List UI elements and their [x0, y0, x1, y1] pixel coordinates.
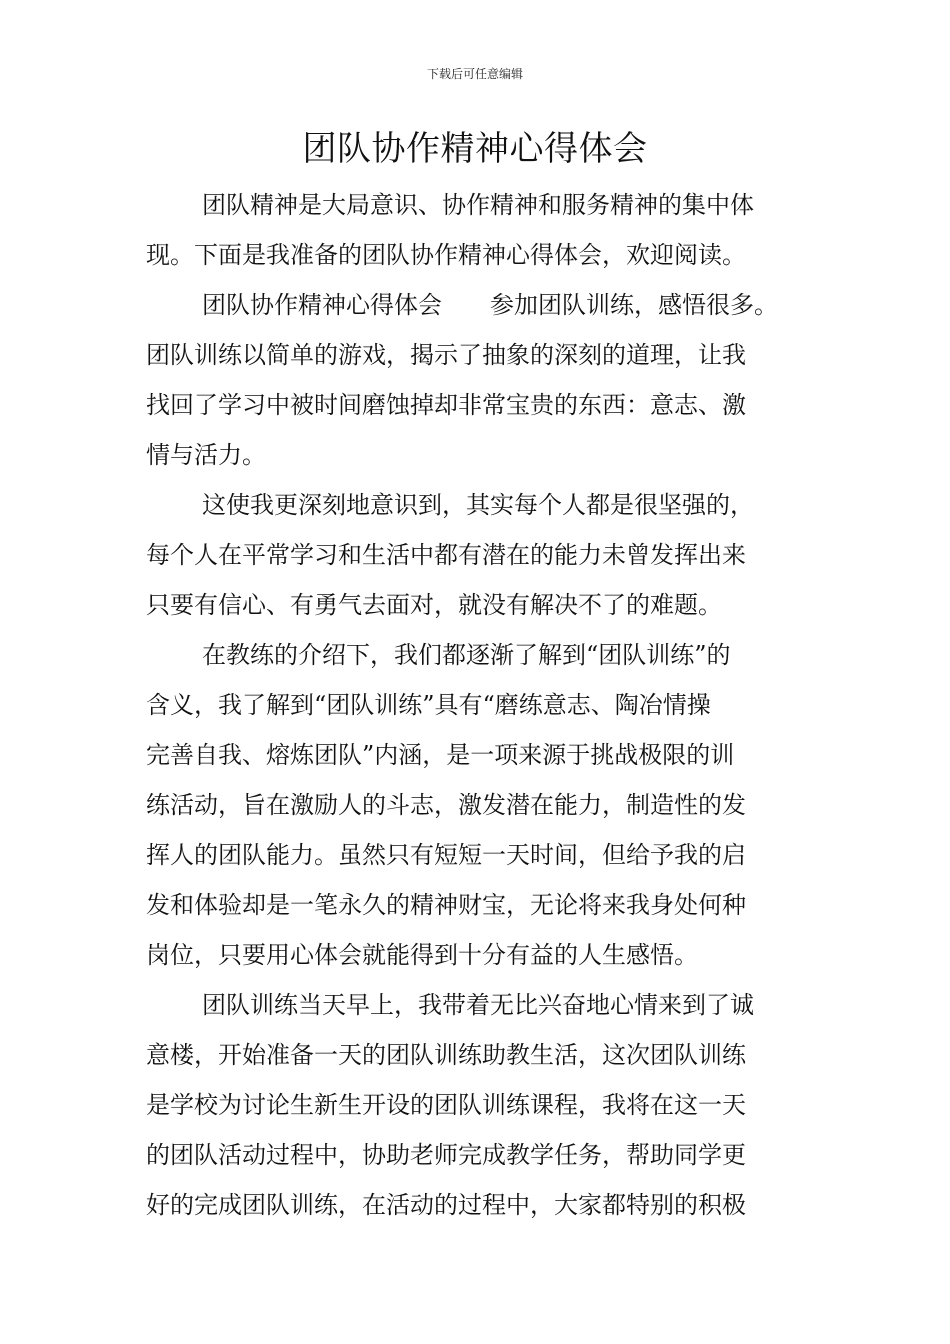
text-line: 好的完成团队训练，在活动的过程中，大家都特别的积极	[146, 1191, 746, 1219]
text-line: 发和体验却是一笔永久的精神财宝，无论将来我身处何种	[146, 891, 746, 919]
text-line: 的团队活动过程中，协助老师完成教学任务，帮助同学更	[146, 1141, 746, 1169]
text-line: 岗位，只要用心体会就能得到十分有益的人生感悟。	[146, 941, 698, 969]
paragraph	[146, 480, 826, 630]
text-line: 团队精神是大局意识、协作精神和服务精神的集中体	[202, 191, 754, 219]
text-line: 只要有信心、有勇气去面对，就没有解决不了的难题。	[146, 591, 722, 619]
text-line: 团队协作精神心得体会 参加团队训练，感悟很多。	[202, 291, 778, 319]
text-line: 含义，我了解到“团队训练”具有“磨练意志、陶冶情操	[146, 691, 711, 719]
text-line: 挥人的团队能力。虽然只有短短一天时间，但给予我的启	[146, 841, 746, 869]
text-line: 这使我更深刻地意识到，其实每个人都是很坚强的，	[202, 491, 754, 519]
text-line: 每个人在平常学习和生活中都有潜在的能力未曾发挥出来	[146, 541, 746, 569]
text-line: 找回了学习中被时间磨蚀掉却非常宝贵的东西：意志、激	[146, 391, 746, 419]
text-line: 意楼，开始准备一天的团队训练助教生活，这次团队训练	[146, 1041, 746, 1069]
header-note: 下载后可任意编辑	[426, 67, 523, 81]
document-title: 团队协作精神心得体会	[302, 129, 648, 169]
text-line: 团队训练当天早上，我带着无比兴奋地心情来到了诚	[202, 991, 754, 1019]
paragraph	[146, 980, 826, 1230]
text-line: 练活动，旨在激励人的斗志，激发潜在能力，制造性的发	[146, 791, 746, 819]
paragraph	[146, 280, 826, 480]
text-line: 现。下面是我准备的团队协作精神心得体会，欢迎阅读。	[146, 241, 746, 269]
paragraph	[146, 180, 826, 280]
text-line: 完善自我、熔炼团队”内涵，是一项来源于挑战极限的训	[146, 741, 735, 769]
text-line: 团队训练以简单的游戏，揭示了抽象的深刻的道理，让我	[146, 341, 746, 369]
text-line: 在教练的介绍下，我们都逐渐了解到“团队训练”的	[202, 641, 731, 669]
document-body	[146, 180, 826, 1230]
paragraph	[146, 630, 826, 980]
text-line: 是学校为讨论生新生开设的团队训练课程，我将在这一天	[146, 1091, 746, 1119]
text-line: 情与活力。	[146, 441, 266, 469]
